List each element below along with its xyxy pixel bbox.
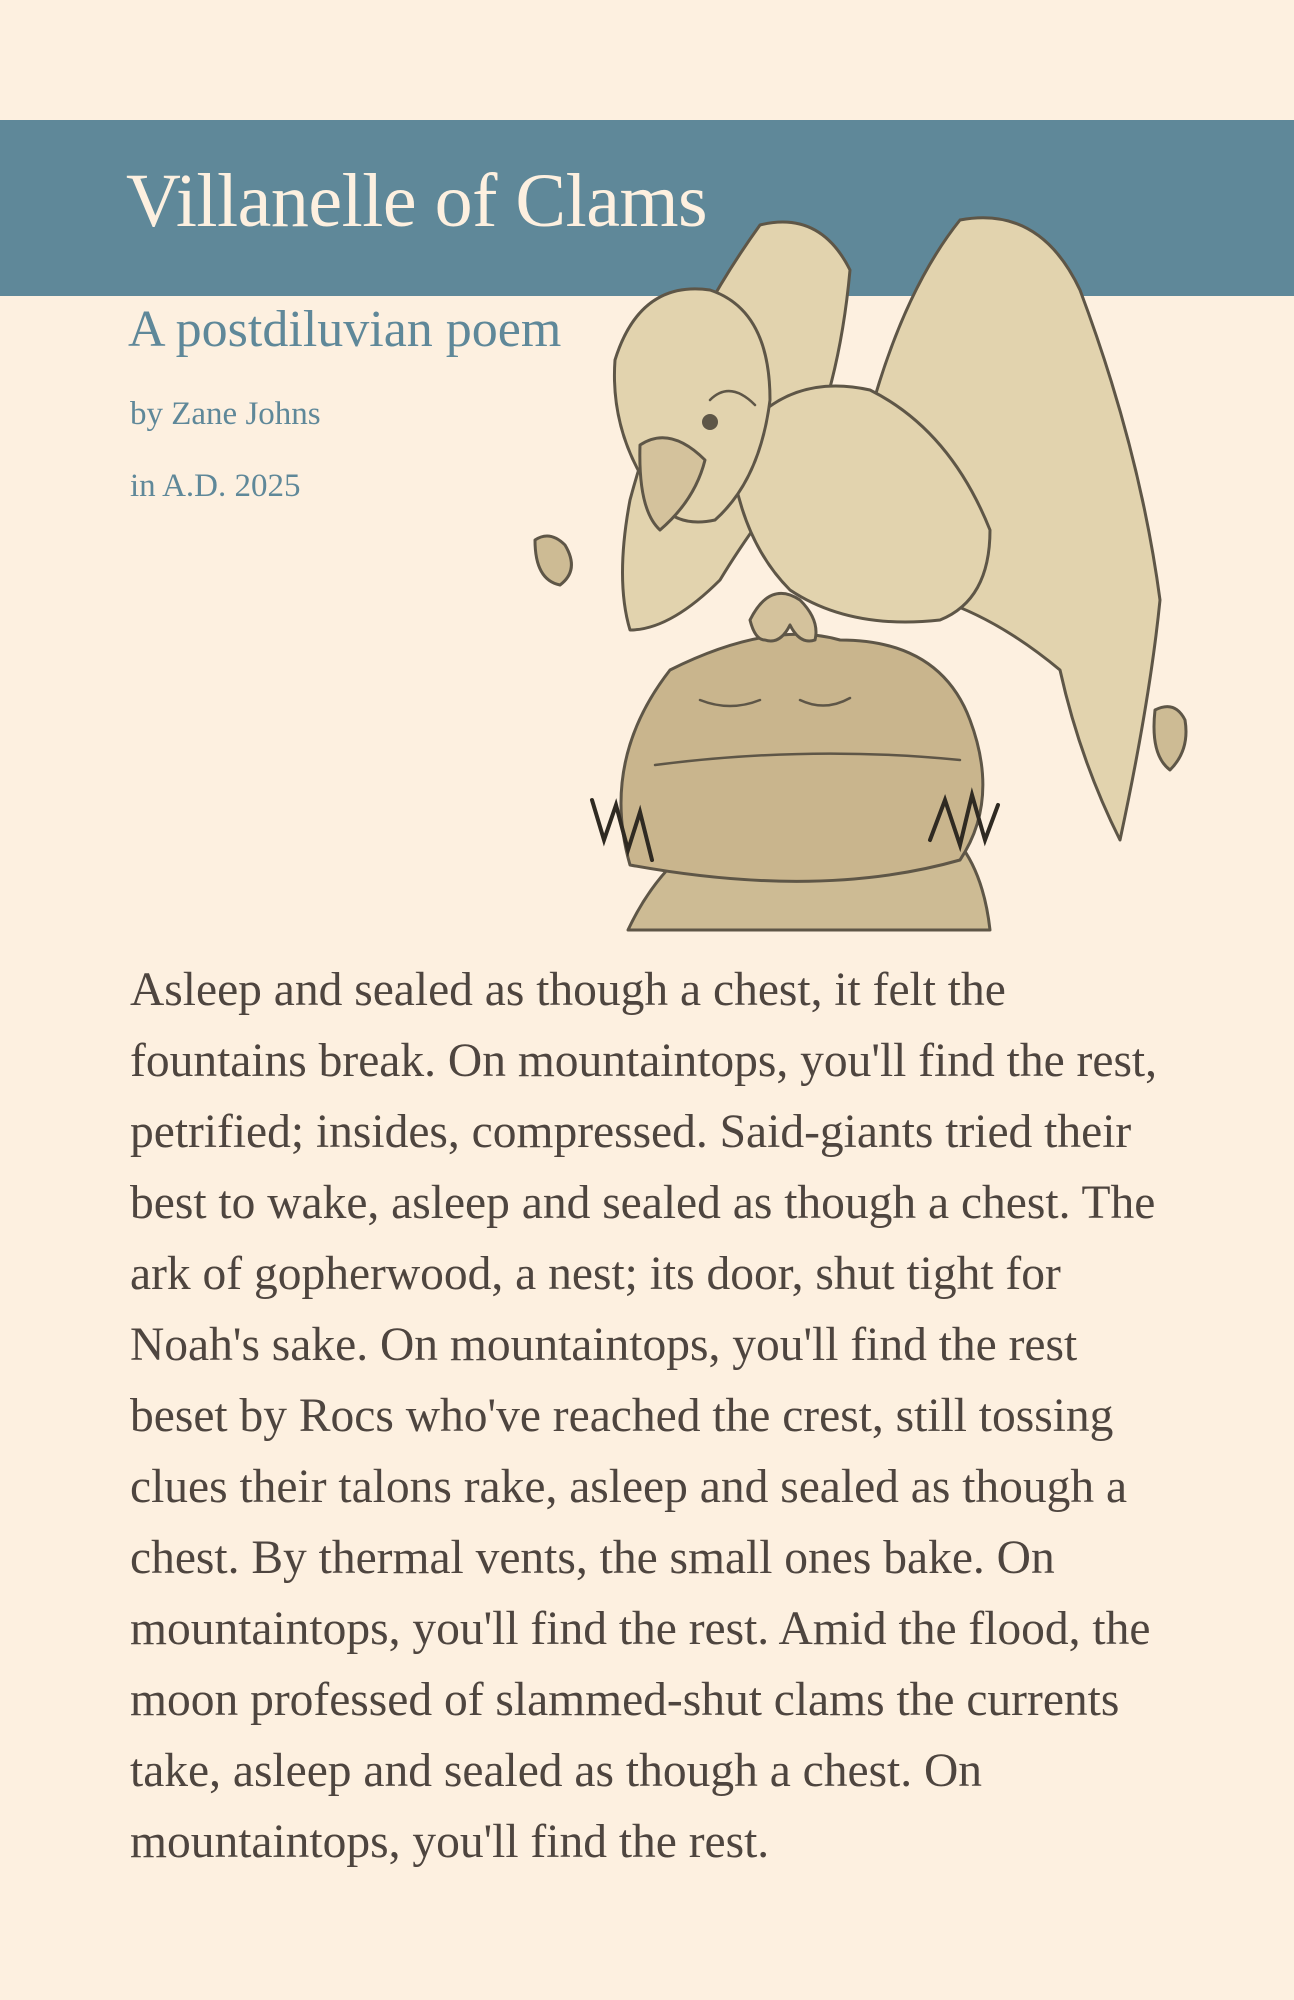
date-line: in A.D. 2025 bbox=[130, 468, 301, 504]
author-line: by Zane Johns bbox=[130, 396, 321, 432]
roc-on-clam-illustration bbox=[520, 200, 1220, 970]
poem-title: Villanelle of Clams bbox=[126, 159, 708, 243]
poem-body: Asleep and sealed as though a chest, it felt the fountains break. On mountaintops, you'll find the rest, petrified; insides, compressed. Said-giants tried their best to wake, asleep and sealed as though a chest. The ark of gopherwood, a nest; its door, shut tight for Noah's sake. On mountaintops, you'll find the rest beset by Rocs who've reached the crest, still tossing clues their talons rake, asleep and sealed as though a chest. By thermal vents, the small ones bake. On mountaintops, you'll find the rest. Amid the flood, the moon professed of slammed-shut clams the currents take, asleep and sealed as though a chest. On mountaintops, you'll find the rest. bbox=[130, 964, 1158, 1868]
falling-feather-right bbox=[1154, 707, 1186, 770]
falling-feather-left bbox=[535, 536, 571, 585]
poem-subtitle: A postdiluvian poem bbox=[128, 301, 562, 358]
